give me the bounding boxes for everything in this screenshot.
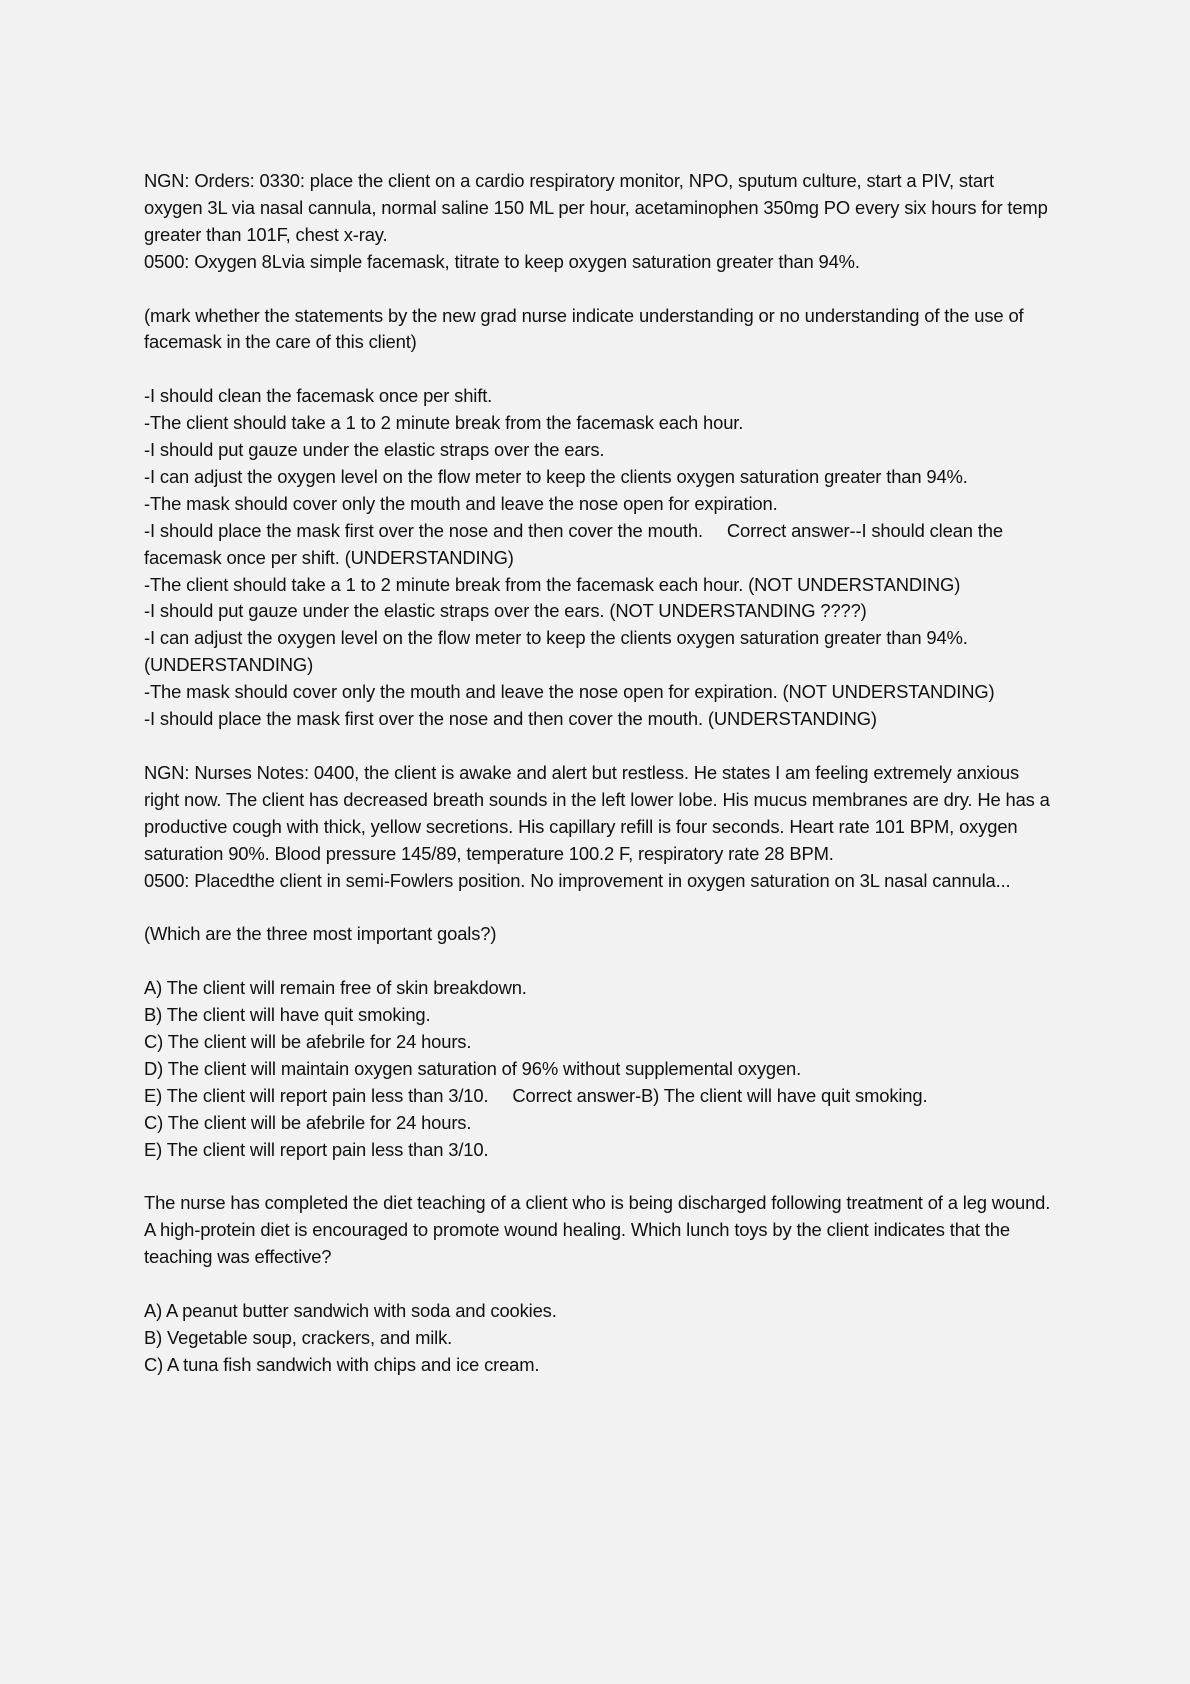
q3-option: B) Vegetable soup, crackers, and milk.	[144, 1326, 453, 1348]
spacer	[144, 894, 1054, 921]
q1-statement: -I should clean the facemask once per shift.	[144, 385, 493, 407]
q1-instruction: (mark whether the statements by the new grad nurse indicate understanding or no understanding of the use of facemask in the care of this client)	[144, 304, 1024, 353]
q2-option: C) The client will be afebrile for 24 hours.	[144, 1030, 472, 1052]
q1-answer: -The mask should cover only the mouth and leave the nose open for expiration. (NOT UNDERSTANDING)	[144, 681, 995, 703]
spacer	[144, 1271, 1054, 1298]
spacer	[144, 1163, 1054, 1190]
q1-statement: -The client should take a 1 to 2 minute break from the facemask each hour.	[144, 412, 744, 434]
q2-option: B) The client will have quit smoking.	[144, 1004, 431, 1026]
spacer	[144, 276, 1054, 303]
orders-0330: NGN: Orders: 0330: place the client on a cardio respiratory monitor, NPO, sputum culture, start a PIV, start oxygen 3L via nasal cannula, normal saline 150 ML per hour, acetaminophen 350mg PO every six hours for temp greater than 101F, chest x-ray.	[144, 170, 1048, 245]
q2-option: D) The client will maintain oxygen saturation of 96% without supplemental oxygen.	[144, 1057, 802, 1079]
spacer	[144, 948, 1054, 975]
q3-option: C) A tuna fish sandwich with chips and ice cream.	[144, 1353, 540, 1375]
q2-option: A) The client will remain free of skin breakdown.	[144, 977, 527, 999]
q1-correct-answer: Correct answer--I should clean the facemask once per shift. (UNDERSTANDING)	[144, 519, 1003, 568]
q2-option-with-answer	[144, 1083, 1054, 1110]
q2-question: (Which are the three most important goals?)	[144, 923, 497, 945]
q1-statement: -The mask should cover only the mouth and leave the nose open for expiration.	[144, 492, 778, 514]
q1-statement: -I should put gauze under the elastic straps over the ears.	[144, 439, 605, 461]
q1-answer: -I should put gauze under the elastic straps over the ears. (NOT UNDERSTANDING ????)	[144, 600, 867, 622]
spacer	[144, 356, 1054, 383]
nurses-notes-0400: NGN: Nurses Notes: 0400, the client is awake and alert but restless. He states I am feeling extremely anxious right now. The client has decreased breath sounds in the left lower lobe. His mucus membranes are dry. He has a productive cough with thick, yellow secretions. His capillary refill is four seconds. Heart rate 101 BPM, oxygen saturation 90%. Blood pressure 145/89, temperature 100.2 F, respiratory rate 28 BPM.	[144, 761, 1050, 864]
q1-statement-with-answer	[144, 518, 1054, 572]
document-page	[144, 168, 1054, 1379]
q2-answer: C) The client will be afebrile for 24 hours.	[144, 1111, 472, 1133]
q2-last-option: E) The client will report pain less than 3/10.	[144, 1084, 489, 1106]
q1-answer: -I should place the mask first over the nose and then cover the mouth. (UNDERSTANDING)	[144, 708, 877, 730]
q1-answer: -The client should take a 1 to 2 minute break from the facemask each hour. (NOT UNDERSTANDING)	[144, 573, 961, 595]
q1-last-statement: -I should place the mask first over the nose and then cover the mouth.	[144, 519, 703, 541]
orders-0500: 0500: Oxygen 8Lvia simple facemask, titrate to keep oxygen saturation greater than 94%.	[144, 250, 860, 272]
nurses-notes-0500: 0500: Placedthe client in semi-Fowlers position. No improvement in oxygen saturation on 3L nasal cannula...	[144, 869, 1011, 891]
spacer	[144, 733, 1054, 760]
q2-answer: E) The client will report pain less than 3/10.	[144, 1138, 489, 1160]
q1-statement: -I can adjust the oxygen level on the flow meter to keep the clients oxygen saturation greater than 94%.	[144, 465, 968, 487]
q3-stem: The nurse has completed the diet teaching of a client who is being discharged following treatment of a leg wound. A high-protein diet is encouraged to promote wound healing. Which lunch toys by the client indicates that the teaching was effective?	[144, 1192, 1051, 1268]
q1-answer: -I can adjust the oxygen level on the flow meter to keep the clients oxygen saturation greater than 94%. (UNDERSTANDING)	[144, 627, 968, 676]
q2-correct-answer: Correct answer-B) The client will have quit smoking.	[512, 1084, 928, 1106]
q3-option: A) A peanut butter sandwich with soda and cookies.	[144, 1299, 557, 1321]
